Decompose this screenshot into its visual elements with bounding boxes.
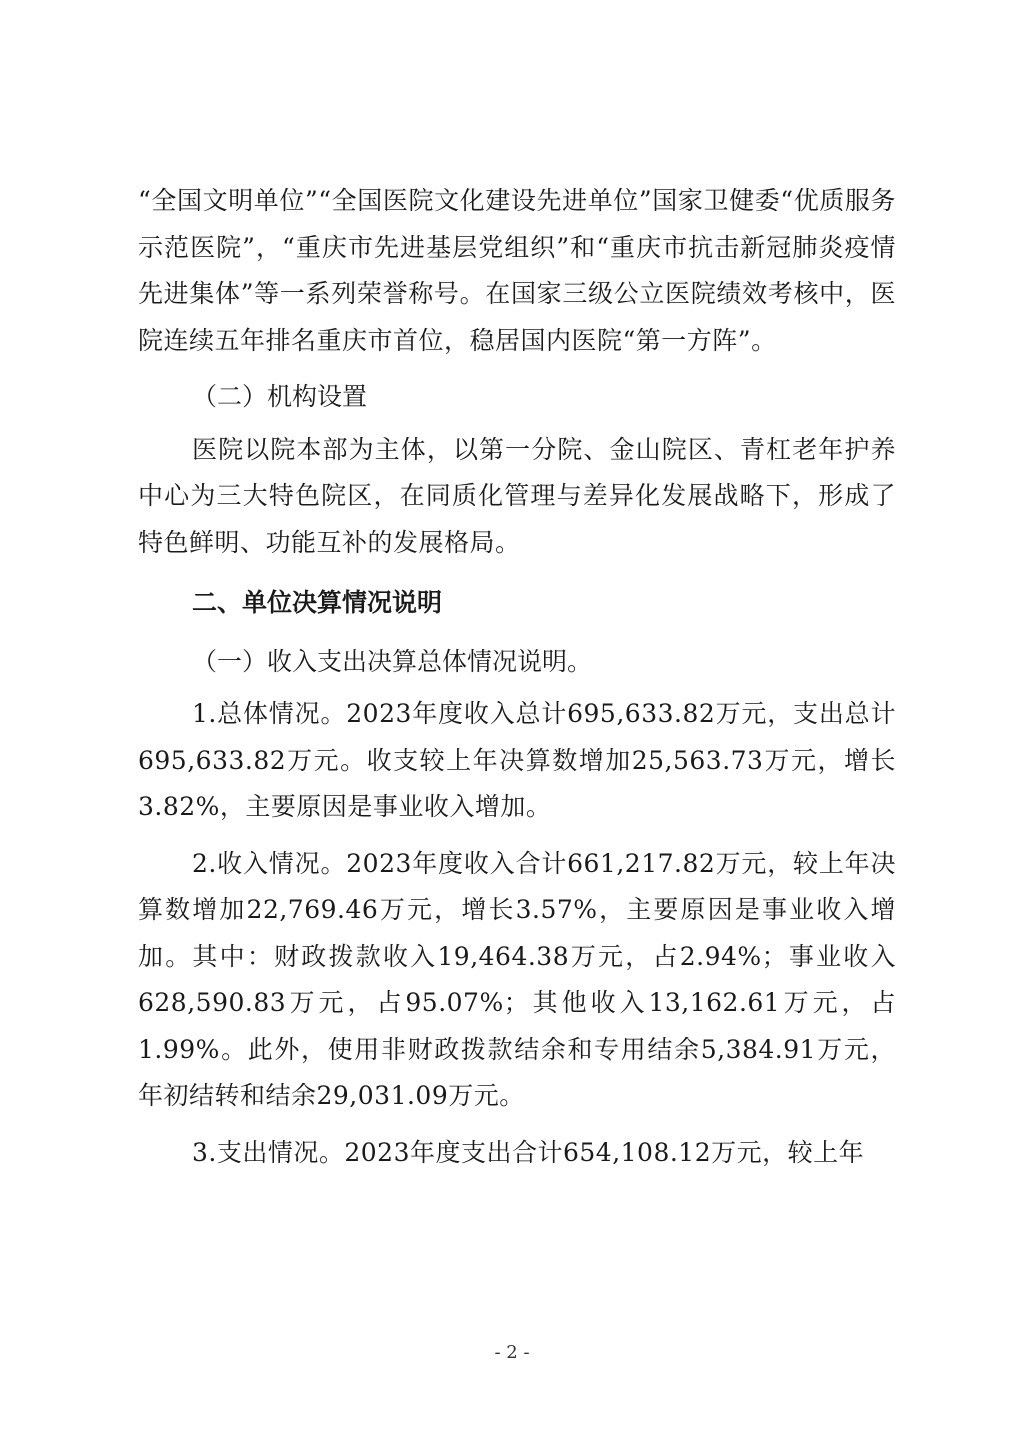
heading-section-two: 二、单位决算情况说明 (192, 588, 443, 617)
heading-organization: （二）机构设置 (192, 382, 368, 411)
paragraph-overall: 1.总体情况。2023年度收入总计695,633.82万元，支出总计695,633.82万元。收支较上年决算数增加25,563.73万元，增长3.82%，主要原因是事业收入增加。 (138, 699, 896, 821)
paragraph-income: 2.收入情况。2023年度收入合计661,217.82万元，较上年决算数增加22,769.46万元，增长3.57%，主要原因是事业收入增加。其中：财政拨款收入19,464.38万元，占2.94%；事业收入628,590.83万元，占95.07%；其他收入13,162.61万元，占1.99%。此外，使用非财政拨款结余和专用结余5,384.91万元，年初结转和结余29,031.09万元。 (138, 848, 896, 1110)
paragraph-expense: 3.支出情况。2023年度支出合计654,108.12万元，较上年 (192, 1137, 865, 1167)
paragraph-honors: “全国文明单位”“全国医院文化建设先进单位”国家卫健委“优质服务示范医院”，“重庆市先进基层党组织”和“重庆市抗击新冠肺炎疫情先进集体”等一系列荣誉称号。在国家三级公立医院绩效考核中，医院连续五年排名重庆市首位，稳居国内医院“第一方阵”。 (138, 186, 897, 355)
page-number: - 2 - (494, 1342, 530, 1363)
paragraph-organization: 医院以院本部为主体，以第一分院、金山院区、青杠老年护养中心为三大特色院区，在同质化管理与差异化发展战略下，形成了特色鲜明、功能互补的发展格局。 (138, 434, 896, 557)
document-body (138, 178, 896, 1176)
heading-income-expense: （一）收入支出决算总体情况说明。 (192, 646, 593, 676)
